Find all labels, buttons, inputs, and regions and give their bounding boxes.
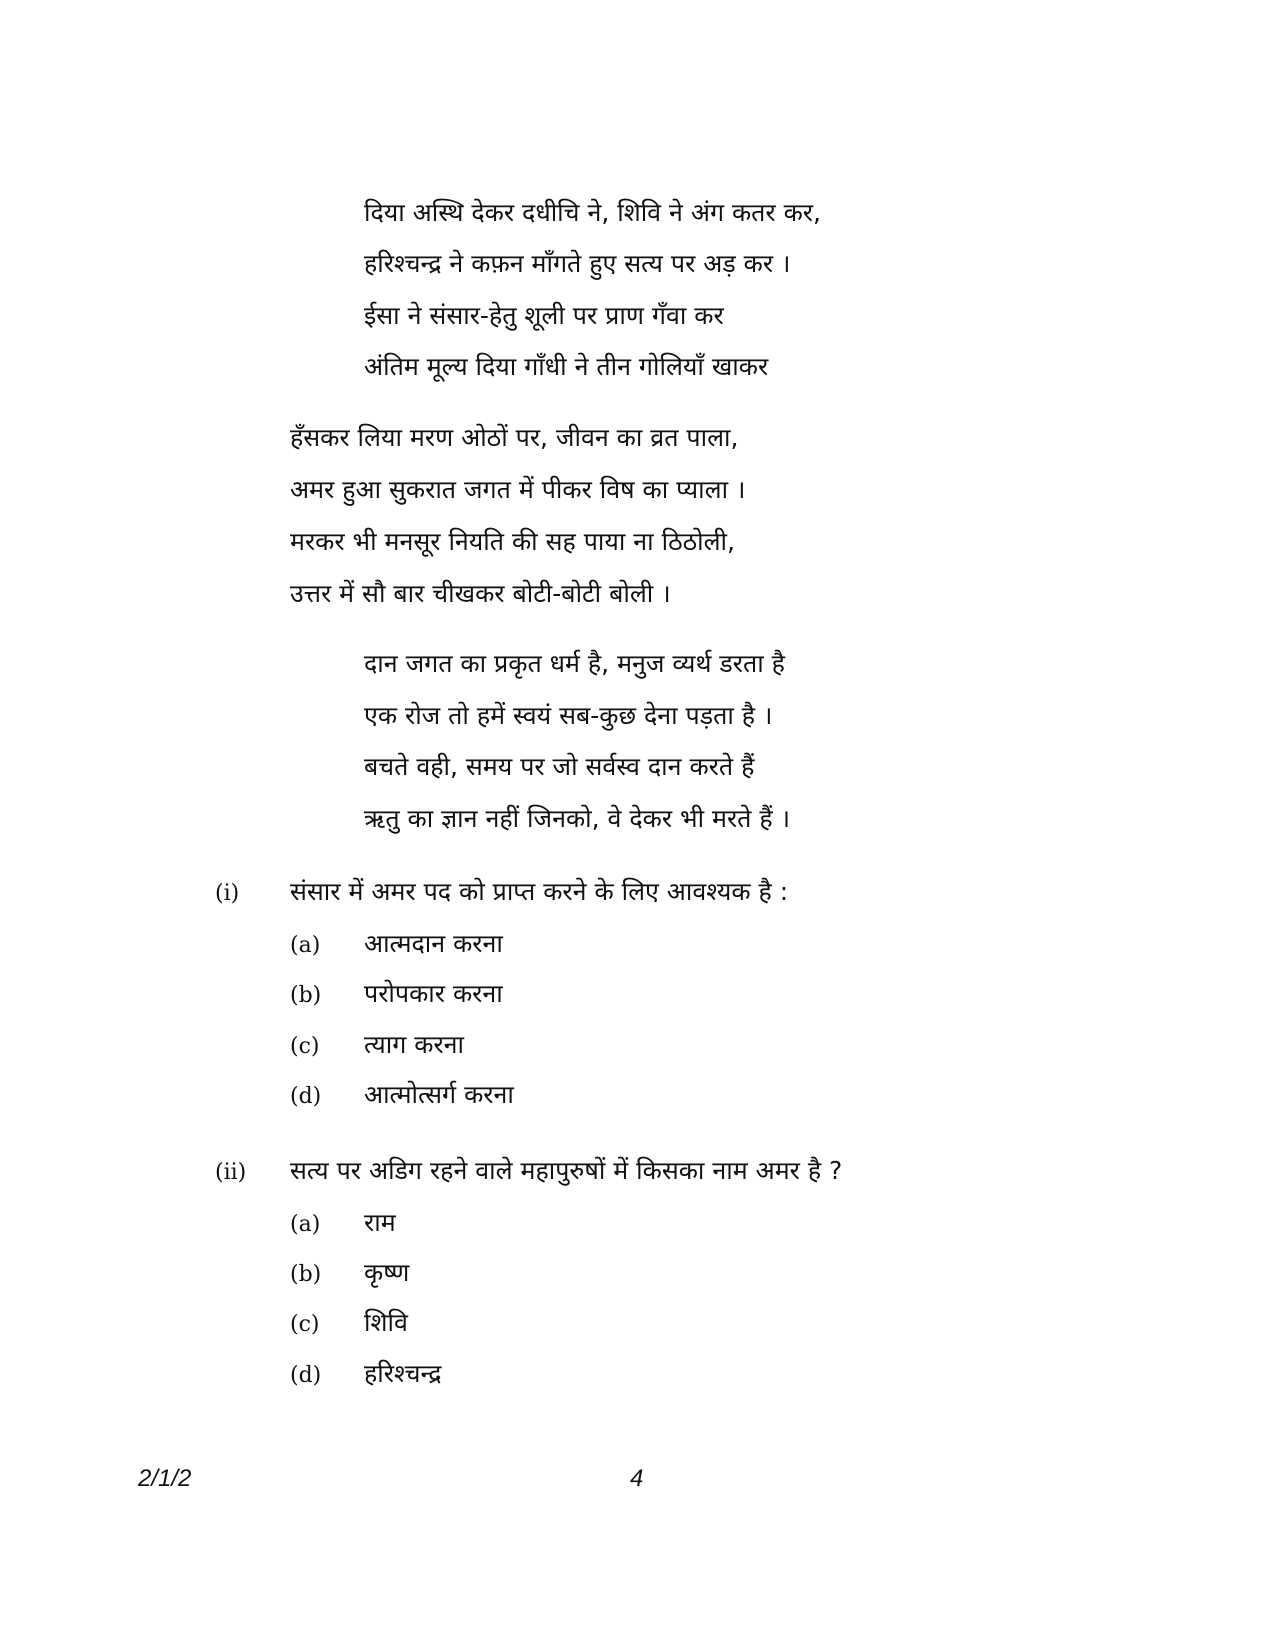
poem-line: अमर हुआ सुकरात जगत में पीकर विष का प्याला । — [290, 475, 746, 504]
poem-line: दान जगत का प्रकृत धर्म है, मनुज व्यर्थ डरता है — [364, 649, 785, 678]
option-text: आत्मोत्सर्ग करना — [364, 1080, 514, 1109]
paper-code: 2/1/2 — [138, 1465, 192, 1492]
poem-line: हरिश्चन्द्र ने कफ़न माँगते हुए सत्य पर अड़ कर । — [364, 249, 791, 278]
question-text: सत्य पर अडिग रहने वाले महापुरुषों में किसका नाम अमर है ? — [290, 1156, 843, 1185]
option-label: (d) — [290, 1363, 322, 1388]
option-text: हरिश्चन्द्र — [364, 1359, 442, 1388]
poem-line: बचते वही, समय पर जो सर्वस्व दान करते हैं — [364, 752, 755, 781]
poem-line: अंतिम मूल्य दिया गाँधी ने तीन गोलियाँ खाकर — [364, 352, 769, 381]
option-label: (a) — [290, 933, 321, 958]
poem-line: मरकर भी मनसूर नियति की सह पाया ना ठिठोली, — [290, 527, 735, 556]
option-label: (b) — [290, 1262, 322, 1287]
option-label: (a) — [290, 1212, 321, 1237]
poem-line: दिया अस्थि देकर दधीचि ने, शिवि ने अंग कतर कर, — [364, 198, 821, 227]
question-text: संसार में अमर पद को प्राप्त करने के लिए आवश्यक है : — [290, 877, 789, 906]
poem-line: उत्तर में सौ बार चीखकर बोटी-बोटी बोली । — [290, 579, 671, 608]
option-text: शिवि — [364, 1308, 408, 1337]
poem-line: ईसा ने संसार-हेतु शूली पर प्राण गँवा कर — [364, 301, 724, 330]
option-label: (c) — [290, 1034, 320, 1059]
option-text: त्याग करना — [364, 1030, 465, 1059]
option-text: कृष्ण — [364, 1258, 410, 1287]
option-text: राम — [364, 1208, 396, 1237]
poem-line: हँसकर लिया मरण ओठों पर, जीवन का व्रत पाला, — [290, 423, 739, 452]
question-number: (ii) — [215, 1160, 247, 1185]
option-label: (d) — [290, 1084, 322, 1109]
option-text: आत्मदान करना — [364, 929, 503, 958]
option-label: (c) — [290, 1312, 320, 1337]
question-number: (i) — [215, 881, 240, 906]
page-number: 4 — [630, 1465, 644, 1492]
poem-line: एक रोज तो हमें स्वयं सब-कुछ देना पड़ता है । — [364, 701, 773, 730]
poem-line: ऋतु का ज्ञान नहीं जिनको, वे देकर भी मरते हैं । — [364, 804, 791, 833]
option-label: (b) — [290, 983, 322, 1008]
option-text: परोपकार करना — [364, 979, 503, 1008]
